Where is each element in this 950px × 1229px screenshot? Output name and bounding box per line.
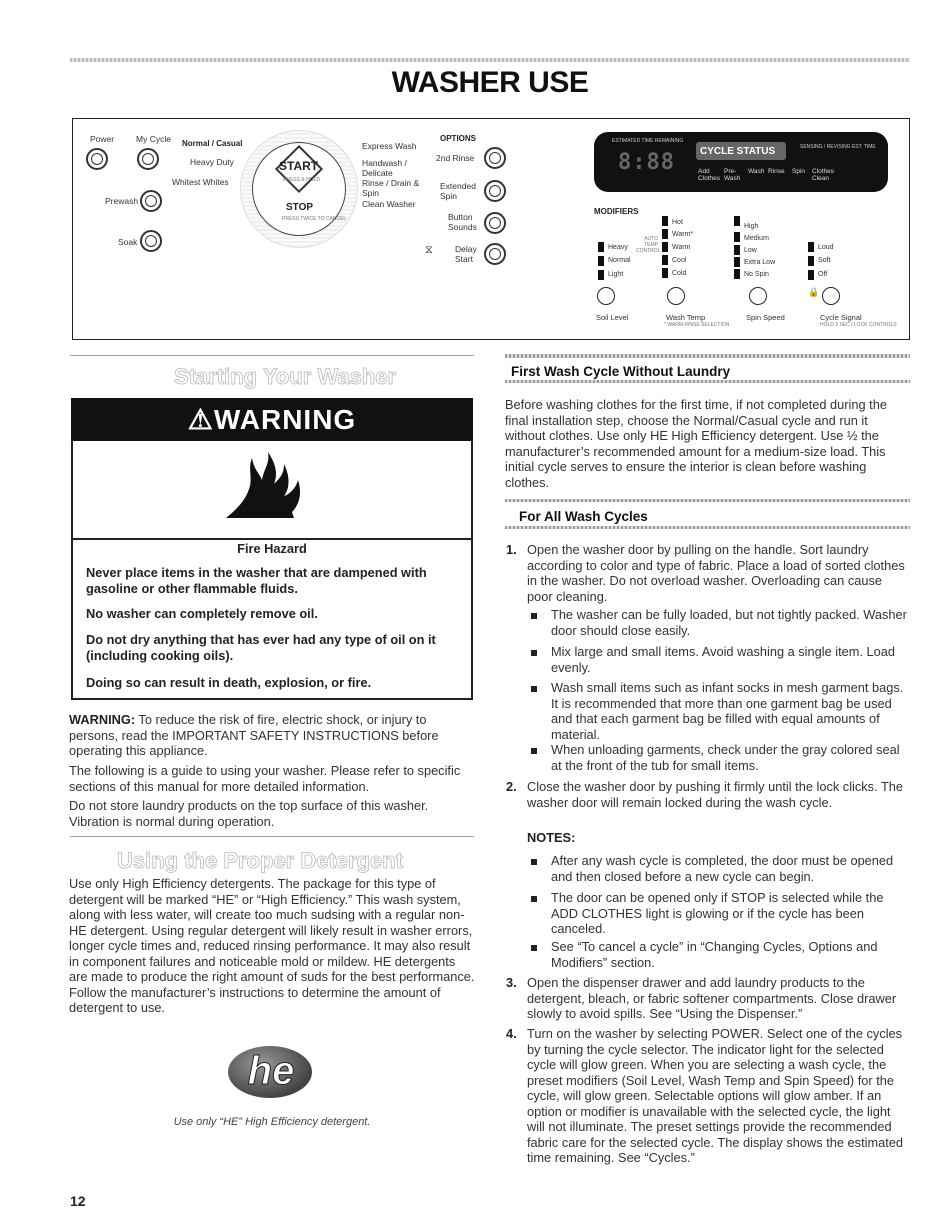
soil-normal: Normal: [608, 257, 631, 264]
page-number: 12: [70, 1193, 86, 1209]
bullet-icon: [531, 896, 537, 902]
cycle-label-heavy-duty: Heavy Duty: [190, 157, 234, 167]
bullet-icon: [531, 650, 537, 656]
indicator-light: [734, 257, 740, 267]
indicator-light: [734, 269, 740, 279]
heading-underline: [505, 526, 910, 529]
step-1-bullet: Wash small items such as infant socks in mesh garment bags. It is recommended that more than one garment bag be used and that each garment bag be filled with equal amounts of material.: [551, 680, 904, 742]
delay-start-icon: ⧖: [425, 244, 433, 256]
step-1-bullet: Mix large and small items. Avoid washing a single item. Load evenly.: [551, 644, 896, 675]
cycle-signal-note: HOLD 3 SEC / LOCK CONTROLS: [820, 322, 897, 328]
cycle-label-normal: Normal / Casual: [182, 139, 243, 148]
note-item: See “To cancel a cycle” in “Changing Cycles, Options and Modifiers” section.: [551, 939, 878, 970]
indicator-light: [808, 270, 814, 280]
power-label: Power: [90, 134, 115, 144]
cycle-status-label: CYCLE STATUS: [700, 146, 776, 157]
time-display: 8:88: [618, 150, 675, 175]
prewash-button: [140, 190, 162, 212]
option-extended-spin: Extended Spin: [440, 181, 476, 201]
option-extended-spin-button: [484, 180, 506, 202]
he-caption: Use only “HE” High Efficiency detergent.: [173, 1116, 371, 1128]
temp-cold: Cold: [672, 270, 687, 277]
step-4-text: Turn on the washer by selecting POWER. Select one of the cycles by turning the cycle selector. The indicator light for the selected cycle will glow green. When you are selecting a wash cycle, the preset modifiers (Soil Level, Wash Temp and Spin Speed) for the cycle, will glow green. Selectable options will glow amber. If an option or modifier is unavailable with the selected cycle, the light will not illuminate. The preset settings provide the recommended fabric care for the selected cycle. The display shows the estimated time remaining. See “Cycles.”: [527, 1026, 904, 1165]
option-delay-start-button: [484, 243, 506, 265]
lock-icon: 🔒: [808, 287, 820, 297]
my-cycle-button: [137, 148, 159, 170]
temp-warm: Warm: [672, 244, 691, 251]
option-button-sounds-button: [484, 212, 506, 234]
cycle-label-clean-washer: Clean Washer: [362, 199, 416, 209]
modifiers-title: MODIFIERS: [594, 207, 639, 216]
bullet-icon: [531, 748, 537, 754]
detergent-paragraph: Use only High Efficiency detergents. The package for this type of detergent will be marked “HE” or “High Efficiency.” This wash system, along with less water, will create too much sudsing with a regular non-HE detergent. Using regular detergent will likely result in washer errors, longer cycle times and, reduced rinsing performance. It may also result in component failures and noticeable mold or mildew. HE detergents are made to produce the right amount of suds for the best performance. Follow the manufacturer’s instructions to determine the amount of detergent to use.: [69, 876, 475, 1015]
bullet-icon: [531, 686, 537, 692]
soak-button: [140, 230, 162, 252]
wash-temp-note: * WARM RINSE SELECTION: [664, 322, 730, 328]
first-wash-paragraph: Before washing clothes for the first time, if not completed during the final installation step, choose the Normal/Casual cycle and run it without clothes. Use only HE High Efficiency detergent. Use ½ the manufacturer’s recommended amount for a medium-size load. This initial cycle serves to ensure the interior is clean before washing clothes.: [505, 397, 887, 490]
bullet-icon: [531, 945, 537, 951]
warning-paragraph: [69, 712, 475, 759]
status-spin: Spin: [792, 168, 806, 175]
hazard-line: Doing so can result in death, explosion, or fire.: [86, 675, 372, 690]
cycle-signal-label: Cycle Signal: [820, 313, 862, 322]
step-number: 1.: [506, 542, 517, 557]
note-item: After any wash cycle is completed, the door must be opened and then closed before a new cycle can begin.: [551, 853, 894, 884]
notes-label: NOTES:: [527, 830, 576, 845]
step-1-text: Open the washer door by pulling on the handle. Sort laundry according to color and type of fabric. Place a load of sorted clothes in the washer. Do not overload washer. Overloading can cause poor cleaning.: [527, 542, 905, 604]
stop-label: STOP: [286, 202, 314, 213]
section-rule: [70, 836, 474, 837]
indicator-light: [662, 216, 668, 226]
prewash-label: Prewash: [105, 196, 139, 206]
status-wash: Wash: [748, 168, 765, 175]
options-title: OPTIONS: [440, 134, 477, 143]
power-button: [86, 148, 108, 170]
warning-triangle-icon: ⚠: [187, 404, 214, 435]
step-1-bullet: The washer can be fully loaded, but not tightly packed. Washer door should close easily.: [551, 607, 907, 638]
heading-using-proper-detergent: Using the Proper Detergent: [117, 848, 404, 873]
fire-hazard-icon: [224, 450, 314, 522]
spin-extra-low: Extra Low: [744, 259, 776, 266]
cycle-label-express-wash: Express Wash: [362, 141, 417, 151]
he-logo-text: he: [247, 1049, 295, 1093]
spin-speed-label: Spin Speed: [746, 313, 785, 322]
spin-medium: Medium: [744, 235, 769, 242]
my-cycle-label: My Cycle: [136, 134, 171, 144]
hazard-title: Fire Hazard: [237, 541, 307, 556]
heading-first-wash-cycle: First Wash Cycle Without Laundry: [511, 364, 731, 379]
indicator-light: [598, 242, 604, 252]
cycle-signal-button: [822, 287, 840, 305]
section-rule: [505, 354, 910, 358]
status-add-clothes: Add Clothes: [698, 168, 721, 182]
indicator-light: [662, 268, 668, 278]
temp-cool: Cool: [672, 257, 687, 264]
heading-starting-your-washer: Starting Your Washer: [174, 364, 397, 389]
warning-title: WARNING: [213, 404, 357, 435]
storage-paragraph: Do not store laundry products on the top surface of this washer. Vibration is normal during operation.: [69, 798, 429, 829]
signal-off: Off: [818, 271, 828, 278]
wash-temp-label: Wash Temp: [666, 313, 706, 322]
step-number: 3.: [506, 975, 517, 990]
status-clothes-clean: Clothes Clean: [812, 168, 835, 182]
step-1-bullet: When unloading garments, check under the gray colored seal at the front of the tub for small items.: [551, 742, 900, 773]
soak-label: Soak: [118, 237, 138, 247]
wash-temp-button: [667, 287, 685, 305]
signal-soft: Soft: [818, 257, 831, 264]
bullet-icon: [531, 613, 537, 619]
indicator-light: [734, 245, 740, 255]
step-2-text: Close the washer door by pushing it firmly until the lock clicks. The washer door will remain locked during the wash cycle.: [527, 779, 904, 810]
status-rinse: Rinse: [768, 168, 785, 175]
warning-text: To reduce the risk of fire, electric shock, or injury to persons, read the IMPORTANT SAFETY INSTRUCTIONS before operating this appliance.: [69, 712, 439, 758]
indicator-light: [598, 256, 604, 266]
stop-sublabel: PRESS TWICE TO CANCEL: [282, 216, 347, 222]
temp-hot: Hot: [672, 219, 683, 226]
cycle-label-whitest-whites: Whitest Whites: [172, 177, 229, 187]
sensing-label: SENSING / REVISING EST. TIME: [800, 144, 876, 150]
hazard-line: No washer can completely remove oil.: [86, 606, 318, 621]
warning-separator: [71, 538, 473, 540]
soil-heavy: Heavy: [608, 244, 628, 251]
bullet-icon: [531, 859, 537, 865]
temp-warm-rinse: Warm*: [672, 231, 694, 238]
spin-high: High: [744, 223, 759, 230]
indicator-light: [662, 229, 668, 239]
indicator-light: [662, 255, 668, 265]
start-label: START: [279, 159, 319, 173]
indicator-light: [662, 242, 668, 252]
signal-loud: Loud: [818, 244, 834, 251]
section-rule: [505, 499, 910, 502]
spin-low: Low: [744, 247, 757, 254]
step-3-text: Open the dispenser drawer and add laundry products to the detergent, bleach, or fabric softener compartments. Close drawer slowly to avoid spills. See “Using the Dispenser.”: [527, 975, 897, 1021]
indicator-light: [598, 270, 604, 280]
top-rule: [70, 58, 910, 62]
estimated-time-label: ESTIMATED TIME REMAINING: [612, 138, 684, 144]
indicator-light: [808, 242, 814, 252]
soil-level-label: Soil Level: [596, 313, 629, 322]
indicator-light: [734, 232, 740, 242]
warning-banner: [71, 398, 473, 441]
indicator-light: [808, 256, 814, 266]
soil-level-button: [597, 287, 615, 305]
cycle-label-handwash: Handwash / Delicate: [362, 158, 407, 178]
indicator-light: [734, 216, 740, 226]
status-prewash: Pre-Wash: [724, 168, 741, 182]
note-item: The door can be opened only if STOP is selected while the ADD CLOTHES light is glowing or if the cycle has been canceled.: [551, 890, 884, 936]
cycle-label-rinse-drain: Rinse / Drain & Spin: [362, 178, 420, 198]
hazard-line: Never place items in the washer that are dampened with gasoline or other flammable fluids.: [86, 565, 427, 596]
soil-light: Light: [608, 271, 624, 278]
option-button-sounds: Button Sounds: [448, 212, 477, 232]
step-number: 4.: [506, 1026, 517, 1041]
option-delay-start: Delay Start: [455, 244, 477, 264]
option-2nd-rinse: 2nd Rinse: [436, 153, 475, 163]
option-2nd-rinse-button: [484, 147, 506, 169]
page-title: WASHER USE: [391, 66, 589, 99]
heading-underline: [505, 380, 910, 383]
step-number: 2.: [506, 779, 517, 794]
warning-lead: WARNING:: [69, 712, 136, 727]
spin-speed-button: [749, 287, 767, 305]
section-rule: [70, 355, 474, 356]
auto-temp-control-label: AUTO TEMP CONTROL: [636, 236, 661, 254]
start-sublabel: PRESS & HOLD: [283, 177, 320, 183]
heading-all-wash-cycles: For All Wash Cycles: [519, 509, 648, 524]
spin-no-spin: No Spin: [744, 271, 769, 278]
hazard-line: Do not dry anything that has ever had any type of oil on it (including cooking oils).: [86, 632, 436, 663]
intro-paragraph: The following is a guide to using your washer. Please refer to specific sections of this manual for more detailed information.: [69, 763, 461, 794]
